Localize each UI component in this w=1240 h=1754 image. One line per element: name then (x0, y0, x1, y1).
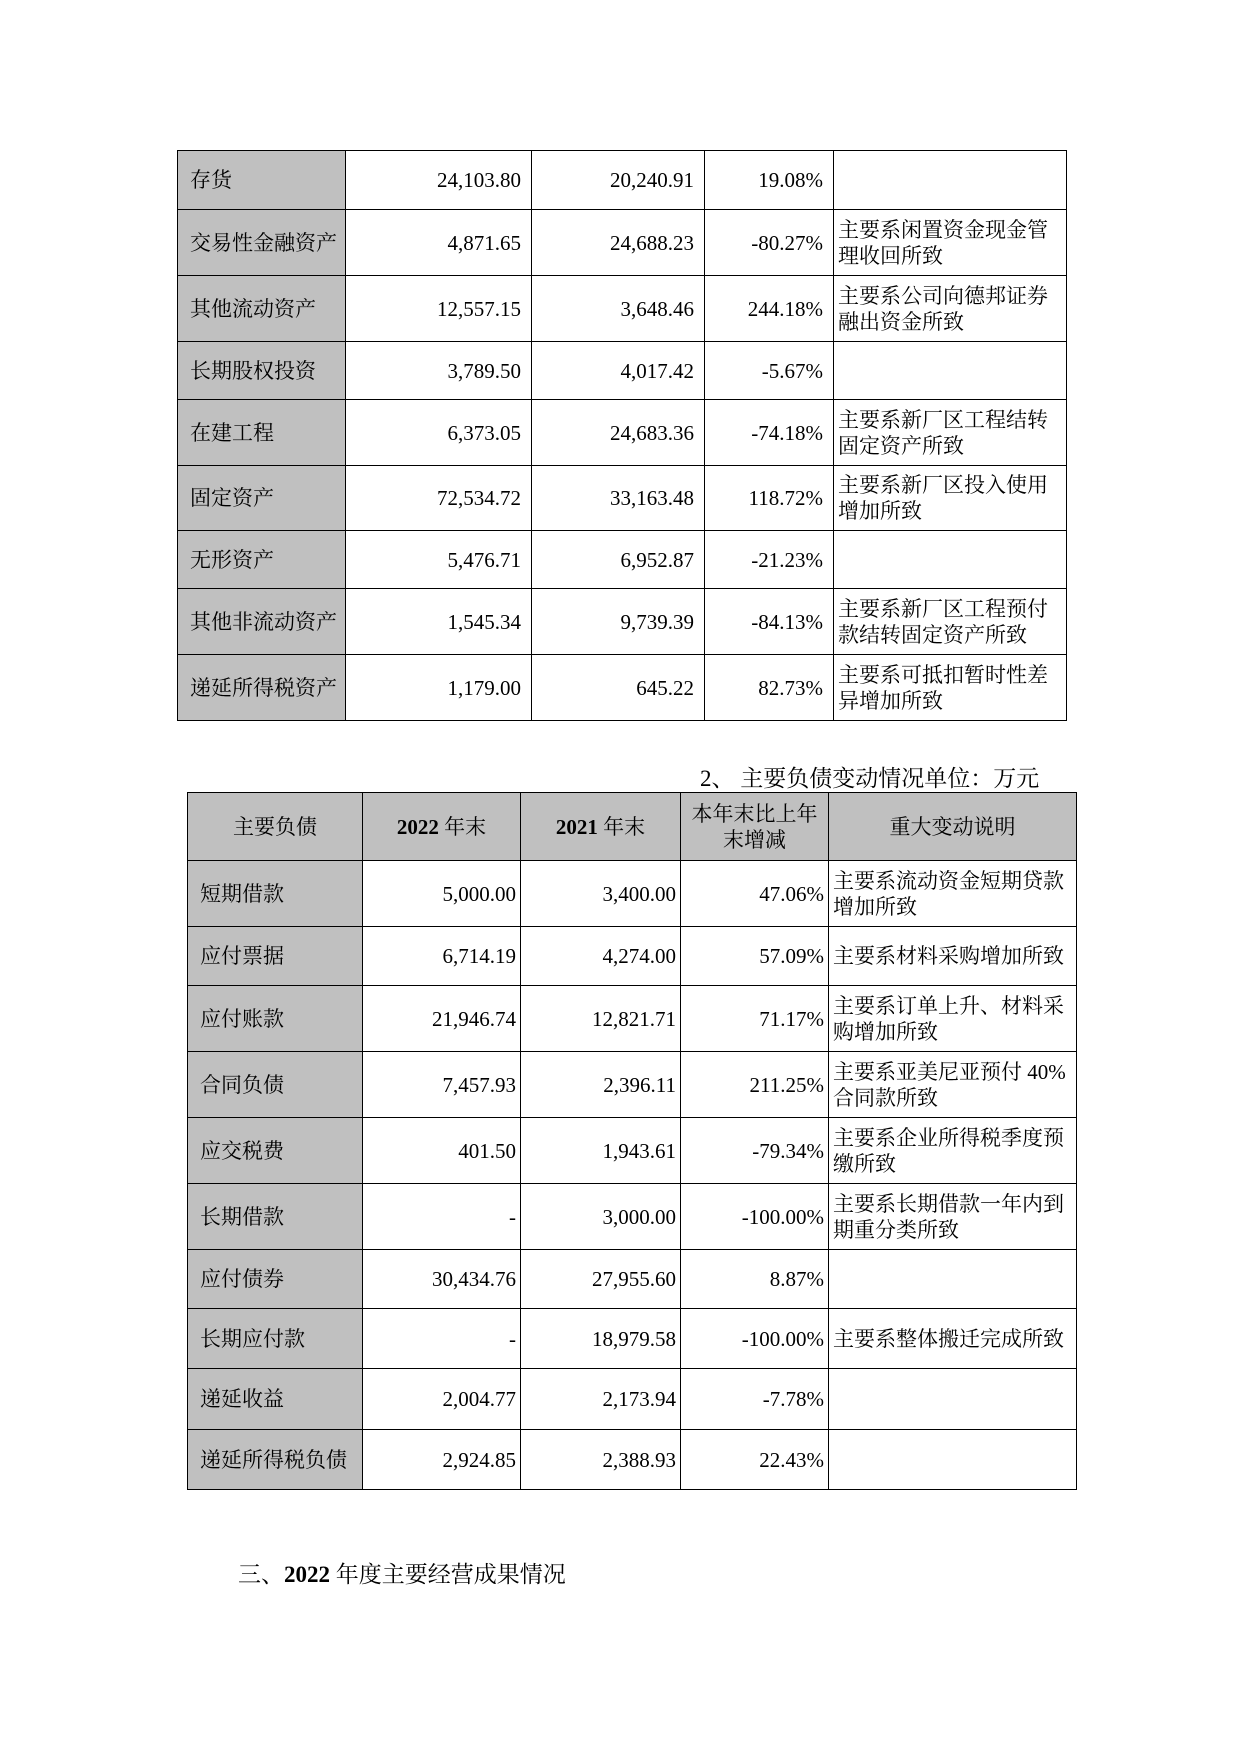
header-2022-end: 2022 年末 (363, 793, 521, 861)
value-2022-cell: 5,000.00 (363, 861, 521, 927)
value-2021-cell: 1,943.61 (521, 1118, 681, 1184)
row-name-cell: 长期应付款 (188, 1309, 363, 1369)
value-2021-cell: 2,173.94 (521, 1369, 681, 1430)
header-note: 重大变动说明 (829, 793, 1077, 861)
change-percent-cell: 47.06% (681, 861, 829, 927)
liability-changes-table (187, 792, 1077, 1490)
table-row (188, 1184, 1077, 1250)
value-2021-cell: 3,000.00 (521, 1184, 681, 1250)
change-percent-cell: -84.13% (705, 589, 834, 655)
change-percent-cell: -100.00% (681, 1309, 829, 1369)
asset-changes-table (177, 150, 1067, 721)
change-percent-cell: -80.27% (705, 210, 834, 276)
value-2021-cell: 9,739.39 (532, 589, 705, 655)
table-row (188, 1369, 1077, 1430)
value-2022-cell: 2,004.77 (363, 1369, 521, 1430)
change-percent-cell: 71.17% (681, 986, 829, 1052)
row-name-cell: 应付债券 (188, 1250, 363, 1309)
section-2-heading: 2、 主要负债变动情况单位：万元 (700, 766, 1040, 791)
table-row (188, 1309, 1077, 1369)
change-note-cell: 主要系亚美尼亚预付 40% 合同款所致 (829, 1052, 1077, 1118)
value-2021-cell: 3,400.00 (521, 861, 681, 927)
change-note-cell (829, 1369, 1077, 1430)
change-percent-cell: 57.09% (681, 927, 829, 986)
header-2021-end: 2021 年末 (521, 793, 681, 861)
table-row (178, 151, 1067, 210)
value-2022-cell: - (363, 1184, 521, 1250)
row-name-cell: 长期借款 (188, 1184, 363, 1250)
change-note-cell: 主要系长期借款一年内到期重分类所致 (829, 1184, 1077, 1250)
change-note-cell: 主要系公司向德邦证券融出资金所致 (834, 276, 1067, 342)
row-name-cell: 应交税费 (188, 1118, 363, 1184)
row-name-cell: 合同负债 (188, 1052, 363, 1118)
table-row (178, 276, 1067, 342)
change-note-cell: 主要系可抵扣暂时性差异增加所致 (834, 655, 1067, 721)
value-2022-cell: - (363, 1309, 521, 1369)
row-name-cell: 递延所得税负债 (188, 1430, 363, 1490)
row-name-cell: 在建工程 (178, 400, 346, 466)
value-2021-cell: 27,955.60 (521, 1250, 681, 1309)
table-row (178, 342, 1067, 400)
change-note-cell: 主要系流动资金短期贷款增加所致 (829, 861, 1077, 927)
row-name-cell: 其他流动资产 (178, 276, 346, 342)
change-percent-cell: -5.67% (705, 342, 834, 400)
value-2021-cell: 4,274.00 (521, 927, 681, 986)
change-note-cell (829, 1250, 1077, 1309)
value-2021-cell: 645.22 (532, 655, 705, 721)
row-name-cell: 长期股权投资 (178, 342, 346, 400)
table-row (178, 531, 1067, 589)
change-note-cell: 主要系整体搬迁完成所致 (829, 1309, 1077, 1369)
table-row (178, 589, 1067, 655)
table-row (178, 466, 1067, 531)
table-header-row (188, 793, 1077, 861)
value-2022-cell: 4,871.65 (346, 210, 532, 276)
change-note-cell (829, 1430, 1077, 1490)
value-2022-cell: 24,103.80 (346, 151, 532, 210)
table-row (188, 1118, 1077, 1184)
change-percent-cell: 211.25% (681, 1052, 829, 1118)
value-2021-cell: 18,979.58 (521, 1309, 681, 1369)
change-percent-cell: -79.34% (681, 1118, 829, 1184)
value-2021-cell: 4,017.42 (532, 342, 705, 400)
value-2021-cell: 6,952.87 (532, 531, 705, 589)
change-note-cell: 主要系新厂区工程预付款结转固定资产所致 (834, 589, 1067, 655)
row-name-cell: 无形资产 (178, 531, 346, 589)
table-row (188, 861, 1077, 927)
change-percent-cell: -21.23% (705, 531, 834, 589)
row-name-cell: 短期借款 (188, 861, 363, 927)
value-2021-cell: 12,821.71 (521, 986, 681, 1052)
value-2022-cell: 5,476.71 (346, 531, 532, 589)
row-name-cell: 其他非流动资产 (178, 589, 346, 655)
change-percent-cell: 22.43% (681, 1430, 829, 1490)
table-row (188, 1250, 1077, 1309)
change-percent-cell: -100.00% (681, 1184, 829, 1250)
table-row (178, 400, 1067, 466)
value-2021-cell: 33,163.48 (532, 466, 705, 531)
value-2021-cell: 2,388.93 (521, 1430, 681, 1490)
value-2021-cell: 24,688.23 (532, 210, 705, 276)
value-2021-cell: 24,683.36 (532, 400, 705, 466)
row-name-cell: 递延收益 (188, 1369, 363, 1430)
value-2021-cell: 3,648.46 (532, 276, 705, 342)
value-2022-cell: 30,434.76 (363, 1250, 521, 1309)
value-2022-cell: 6,714.19 (363, 927, 521, 986)
value-2022-cell: 21,946.74 (363, 986, 521, 1052)
header-main-liability: 主要负债 (188, 793, 363, 861)
change-note-cell: 主要系新厂区投入使用增加所致 (834, 466, 1067, 531)
table-row (188, 1430, 1077, 1490)
change-percent-cell: -7.78% (681, 1369, 829, 1430)
change-percent-cell: 8.87% (681, 1250, 829, 1309)
change-note-cell: 主要系新厂区工程结转固定资产所致 (834, 400, 1067, 466)
change-note-cell: 主要系订单上升、材料采购增加所致 (829, 986, 1077, 1052)
change-percent-cell: -74.18% (705, 400, 834, 466)
change-note-cell: 主要系材料采购增加所致 (829, 927, 1077, 986)
change-note-cell (834, 151, 1067, 210)
value-2022-cell: 1,545.34 (346, 589, 532, 655)
table-row (188, 1052, 1077, 1118)
table-row (178, 210, 1067, 276)
change-note-cell: 主要系闲置资金现金管理收回所致 (834, 210, 1067, 276)
value-2022-cell: 3,789.50 (346, 342, 532, 400)
table-row (178, 655, 1067, 721)
row-name-cell: 应付账款 (188, 986, 363, 1052)
value-2021-cell: 2,396.11 (521, 1052, 681, 1118)
value-2022-cell: 6,373.05 (346, 400, 532, 466)
change-percent-cell: 19.08% (705, 151, 834, 210)
value-2022-cell: 2,924.85 (363, 1430, 521, 1490)
value-2021-cell: 20,240.91 (532, 151, 705, 210)
change-percent-cell: 82.73% (705, 655, 834, 721)
change-percent-cell: 244.18% (705, 276, 834, 342)
value-2022-cell: 12,557.15 (346, 276, 532, 342)
change-percent-cell: 118.72% (705, 466, 834, 531)
section-3-heading: 三、2022 年度主要经营成果情况 (238, 1562, 566, 1587)
change-note-cell (834, 342, 1067, 400)
row-name-cell: 固定资产 (178, 466, 346, 531)
value-2022-cell: 401.50 (363, 1118, 521, 1184)
value-2022-cell: 1,179.00 (346, 655, 532, 721)
row-name-cell: 应付票据 (188, 927, 363, 986)
change-note-cell: 主要系企业所得税季度预缴所致 (829, 1118, 1077, 1184)
value-2022-cell: 7,457.93 (363, 1052, 521, 1118)
header-change: 本年末比上年末增减 (681, 793, 829, 861)
row-name-cell: 递延所得税资产 (178, 655, 346, 721)
table-row (188, 927, 1077, 986)
row-name-cell: 交易性金融资产 (178, 210, 346, 276)
table-row (188, 986, 1077, 1052)
row-name-cell: 存货 (178, 151, 346, 210)
change-note-cell (834, 531, 1067, 589)
value-2022-cell: 72,534.72 (346, 466, 532, 531)
